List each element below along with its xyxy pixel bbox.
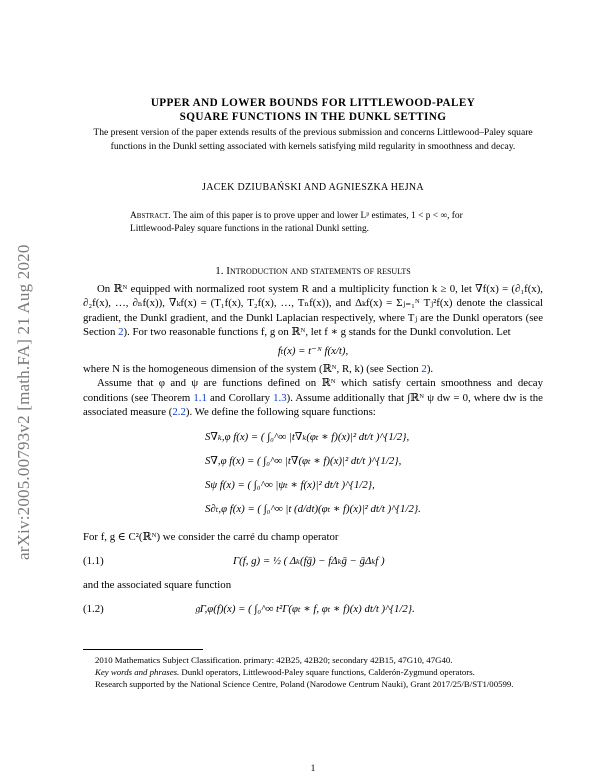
paragraph-3: Assume that φ and ψ are functions defined on ℝᴺ which satisfy certain smoothness and decay conditions (see Theorem 1.1 and Corollary 1.3). Assume additionally that ∫ℝᴺ ψ dw = 0, where dw is the associated measure (2.2). We define the following square functions: [83, 377, 543, 419]
corollary-ref-link[interactable]: 1.3 [273, 391, 287, 404]
paragraph-2: where N is the homogeneous dimension of the system (ℝᴺ, R, k) (see Section 2). [83, 363, 434, 376]
equation-body: 𝔤Γ,φ(f)(x) = ( ∫₀^∞ t²Γ(φₜ ∗ f, φₜ ∗ f)(x) dt/t )^{1/2}. [195, 603, 415, 616]
theorem-ref-link[interactable]: 1.1 [193, 391, 207, 404]
footnote-rule [83, 649, 203, 650]
equation-1-2 [83, 596, 543, 622]
footnote-funding: Research supported by the National Science Centre, Poland (Narodowe Centrum Nauki), Grant 2017/25/B/ST1/00599. [95, 679, 514, 689]
footnote-msc: 2010 Mathematics Subject Classification. primary: 42B25, 42B20; secondary 42B15, 47G10, 47G40. [95, 655, 453, 665]
section-ref-link[interactable]: 2 [421, 363, 427, 376]
equation-1-1 [83, 548, 543, 574]
square-function-psi: Sψ f(x) = ( ∫₀^∞ |ψₜ ∗ f(x)|² dt/t )^{1/2}, [205, 478, 375, 491]
paper-subtitle: The present version of the paper extends results of the previous submission and concerns Littlewood–Paley square functions in the Dunkl setting associated with kernels satisfying mild regularity in smoothness and decay. [93, 127, 533, 152]
arxiv-identifier: arXiv:2005.00793v2 [math.FA] 21 Aug 2020 [14, 244, 33, 560]
display-equation-scaling: fₜ(x) = t⁻ᴺ f(x/t), [277, 344, 349, 357]
paragraph-5: and the associated square function [83, 579, 232, 592]
square-function-time-derivative: S∂ₜ,φ f(x) = ( ∫₀^∞ |t (d/dt)(φₜ ∗ f)(x)|² dt/t )^{1/2}. [205, 502, 421, 515]
square-function-dunkl-gradient: S∇ₖ,φ f(x) = ( ∫₀^∞ |t∇ₖ(φₜ ∗ f)(x)|² dt/t )^{1/2}, [205, 430, 410, 443]
main-text [83, 282, 543, 626]
equation-ref-link[interactable]: 2.2 [172, 406, 186, 419]
square-function-definitions [83, 426, 543, 526]
paragraph-4: For f, g ∈ C²(ℝᴺ) we consider the carré du champ operator [83, 530, 339, 543]
paper-title [83, 96, 543, 124]
abstract-label: Abstract. [130, 211, 171, 221]
section-ref-link[interactable]: 2 [118, 326, 124, 339]
square-function-classical-gradient: S∇,φ f(x) = ( ∫₀^∞ |t∇(φₜ ∗ f)(x)|² dt/t )^{1/2}, [205, 454, 402, 467]
equation-body: Γ(f, g) = ½ ( Δₖ(fḡ) − fΔₖḡ − ḡΔₖf ) [233, 555, 385, 568]
paragraph-1: On ℝᴺ equipped with normalized root system R and a multiplicity function k ≥ 0, let ∇f(x) = (∂₁f(x), ∂₂f(x), …, ∂ₙf(x)), ∇ₖf(x) = (T₁f(x), T₂f(x), …, Tₙf(x)), and Δₖf(x) = Σⱼ₌₁ᴺ Tⱼ²f(x) denote the classical gradient, the Dunkl gradient, and the Dunkl Laplacian respectively, where Tⱼ are the Dunkl operators (see Section 2). For two reasonable functions f, g on ℝᴺ, let f ∗ g stands for the Dunkl convolution. Let [83, 283, 543, 339]
title-line-1: UPPER AND LOWER BOUNDS FOR LITTLEWOOD-PALEY [150, 97, 476, 109]
equation-number: (1.1) [83, 555, 104, 568]
abstract [130, 210, 500, 236]
page-number: 1 [310, 764, 316, 774]
title-line-2: SQUARE FUNCTIONS IN THE DUNKL SETTING [179, 111, 447, 123]
equation-number: (1.2) [83, 603, 104, 616]
footnotes [83, 654, 543, 690]
section-heading: 1. Introduction and statements of results [215, 265, 411, 277]
authors: JACEK DZIUBAŃSKI AND AGNIESZKA HEJNA [202, 182, 424, 193]
footnote-keywords: Key words and phrases. Dunkl operators, Littlewood-Paley square functions, Calderón-Zygmund operators. [95, 667, 475, 677]
abstract-text: The aim of this paper is to prove upper and lower Lᵖ estimates, 1 < p < ∞, for Littlewood-Paley square functions in the rational Dunkl setting. [130, 211, 463, 234]
